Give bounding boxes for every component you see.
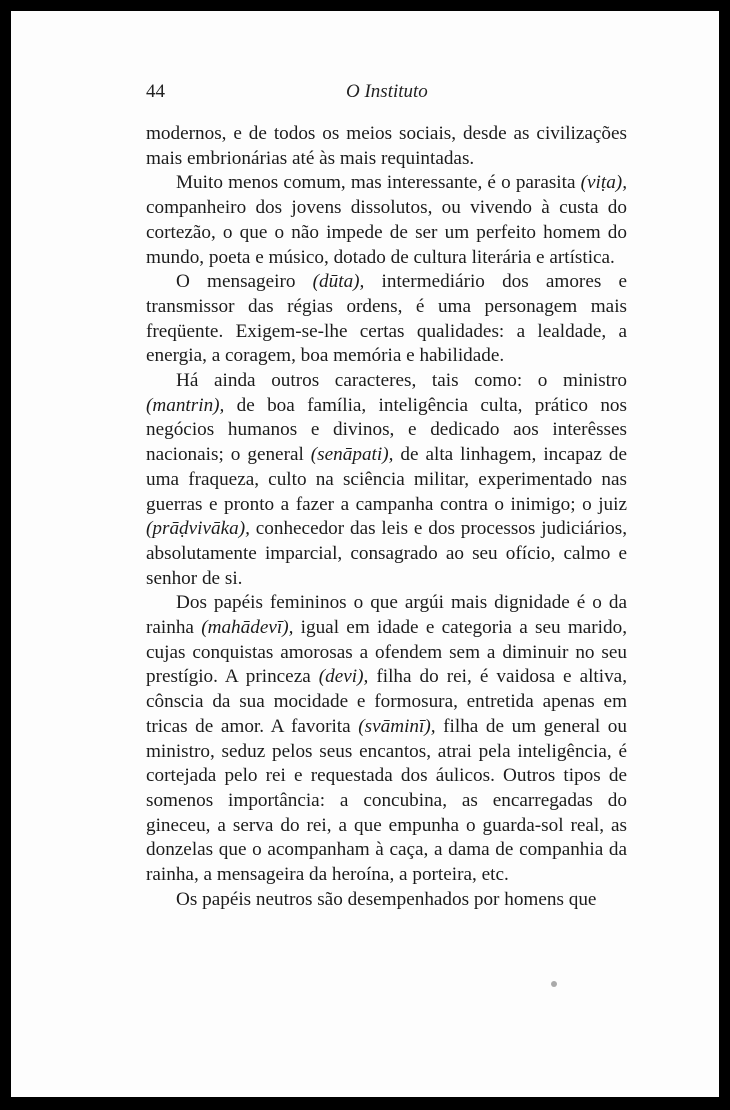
text-segment: Há ainda outros caracteres, tais como: o ministro	[176, 370, 627, 392]
page-header	[146, 81, 626, 105]
text-segment: Muito menos comum, mas interessante, é o parasita	[176, 172, 581, 194]
text-segment: Dos papéis femininos o que argúi mais dignidade é o da rainha	[146, 592, 627, 639]
text-segment: modernos, e de todos os meios sociais, desde as civilizações mais embrionárias até às mais requintadas.	[146, 123, 627, 169]
text-segment: O mensageiro	[176, 271, 313, 293]
body-text	[146, 122, 627, 913]
text-segment: de alta linhagem, incapaz de uma fraqueza, culto na sciência militar, experimentado nas guerras e pronto a fazer a campanha contra o inimigo; o juiz	[146, 444, 628, 515]
italic-term: (dūta),	[312, 271, 365, 293]
italic-term: (viṭa),	[580, 172, 627, 194]
italic-term: (svāminī),	[358, 715, 436, 737]
italic-term: (mahādevī),	[201, 617, 294, 639]
text-segment: Os papéis neutros são desempenhados por homens que	[176, 888, 597, 910]
paragraph-messenger	[146, 270, 627, 369]
running-title: O Instituto	[346, 81, 428, 102]
paragraph-parasite	[146, 171, 627, 270]
text-segment: de boa família, inteligência culta, prático nos negócios humanos e divinos, e dedicado aos interêsses nacionais; o general	[146, 394, 627, 466]
text-segment: igual em idade e categoria a seu marido, cujas conquistas amorosas a ofendem sem a diminuir no seu prestígio. A princeza	[146, 617, 627, 688]
page-number: 44	[146, 81, 165, 102]
paragraph-female-roles	[146, 591, 627, 887]
italic-term: (senāpati),	[310, 444, 394, 466]
book-page	[11, 11, 719, 1097]
text-segment: filha do rei, é vaidosa e altiva, cônscia da sua mocidade e formosura, entretida apenas em tricas de amor. A favorita	[146, 666, 627, 737]
text-segment: intermediário dos amores e transmissor das régias ordens, é uma personagem mais freqüente. Exigem-se-lhe certas qualidades: a lealdade, a energia, a coragem, boa memória e habilidade.	[146, 271, 627, 367]
paper-speck	[551, 981, 557, 987]
text-segment: conhecedor das leis e dos processos judiciários, absolutamente imparcial, consagrado ao seu ofício, calmo e senhor de si.	[146, 518, 627, 589]
italic-term: (mantrin),	[146, 394, 225, 416]
italic-term: (prāḍvivāka),	[146, 518, 250, 540]
italic-term: (devi),	[318, 666, 369, 688]
text-segment: companheiro dos jovens dissolutos, ou vivendo à custa do cortezão, o que o não impede de ser um perfeito homem do mundo, poeta e músico, dotado de cultura literária e artística.	[146, 197, 627, 268]
paragraph-neutral-roles	[146, 888, 627, 913]
paragraph-continuation	[146, 122, 627, 171]
text-segment: filha de um general ou ministro, seduz pelos seus encantos, atrai pela inteligência, é cortejada pelo rei e requestada dos áulicos. Outros tipos de somenos importância: a concubina, as encarregadas do gineceu, a serva do rei, a que empunha o guarda-sol real, as donzelas que o acompanham à caça, a dama de companhia da rainha, a mensageira da heroína, a porteira, etc.	[146, 715, 627, 886]
paragraph-other-characters	[146, 369, 627, 591]
